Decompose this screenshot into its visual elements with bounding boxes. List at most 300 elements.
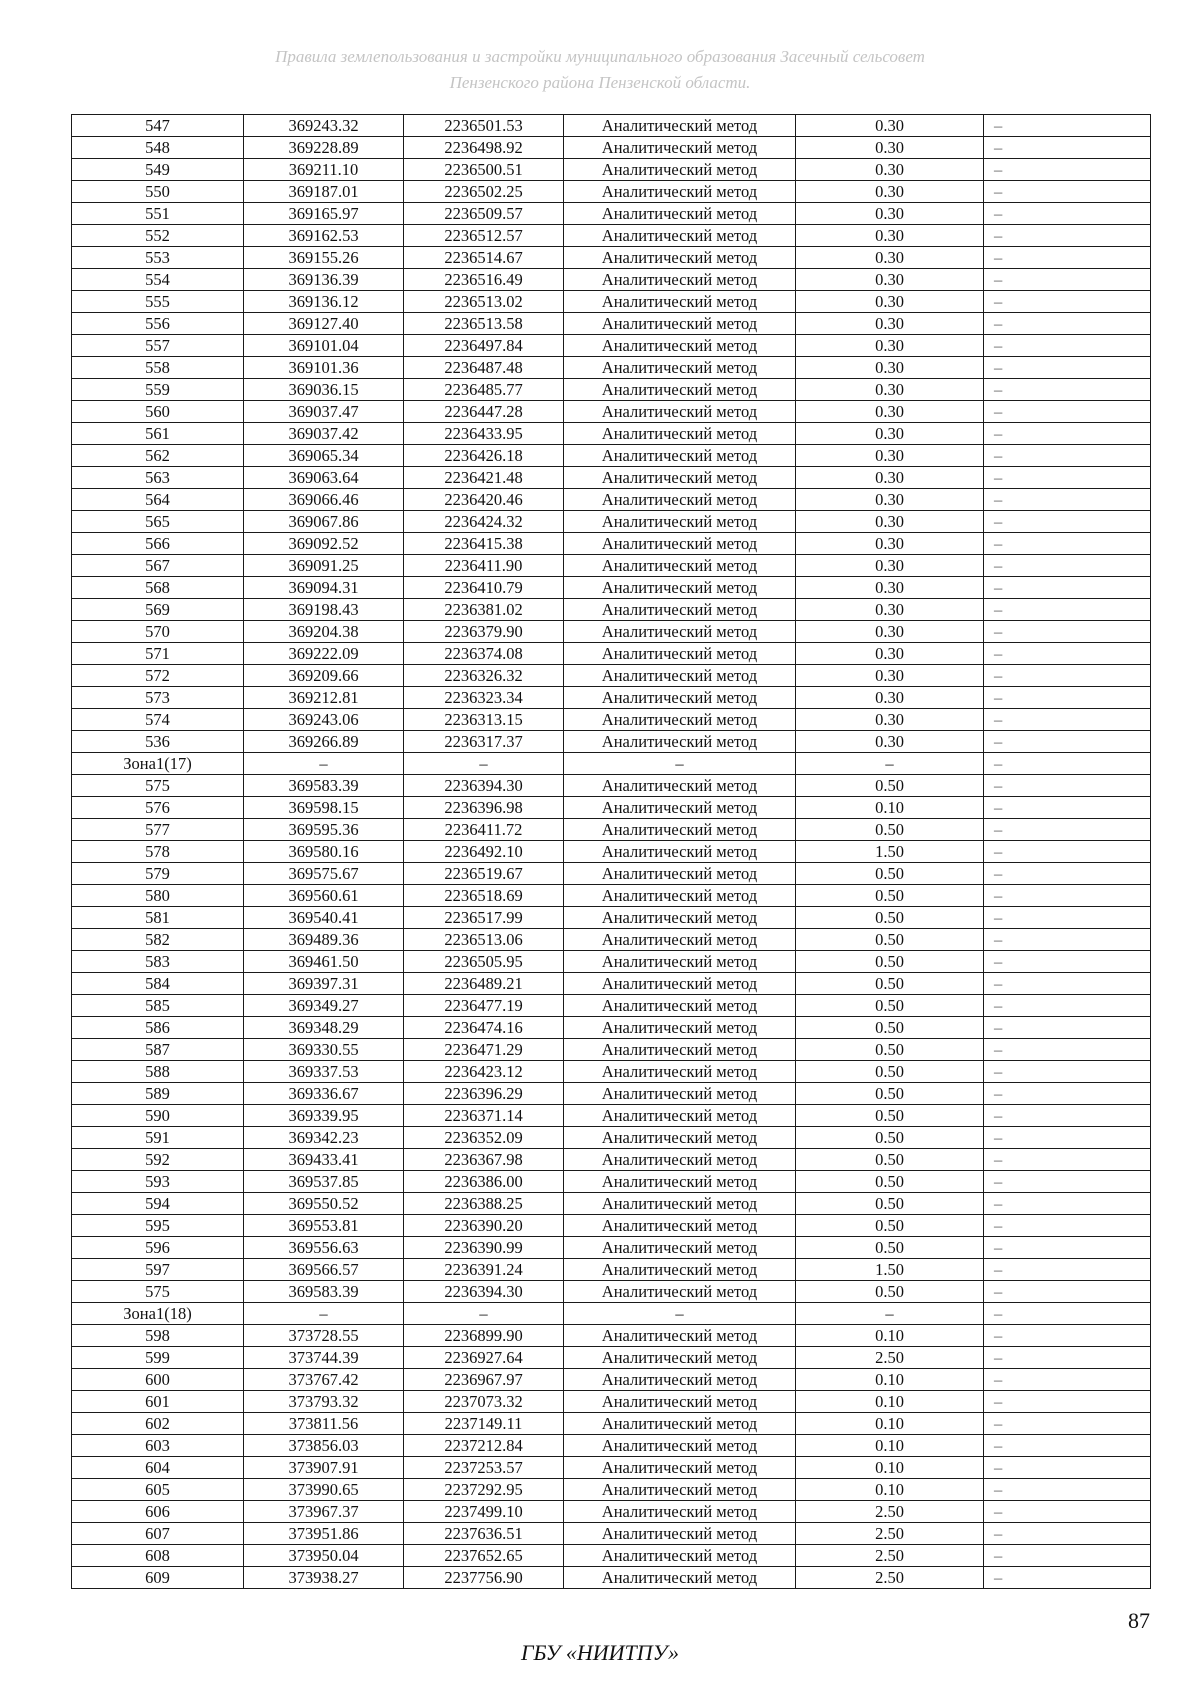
y-coordinate-cell: 2236519.67 [404,863,564,885]
method-cell: Аналитический метод [564,1391,796,1413]
y-coordinate-cell: 2236501.53 [404,115,564,137]
method-cell: Аналитический метод [564,775,796,797]
point-number-cell: 580 [72,885,244,907]
method-cell: Аналитический метод [564,203,796,225]
method-cell: Аналитический метод [564,577,796,599]
y-coordinate-cell: 2236487.48 [404,357,564,379]
table-row [72,1193,1151,1215]
x-coordinate-cell: 373951.86 [244,1523,404,1545]
x-coordinate-cell: 373793.32 [244,1391,404,1413]
method-cell: Аналитический метод [564,1215,796,1237]
x-coordinate-cell: 369127.40 [244,313,404,335]
x-coordinate-cell: 369222.09 [244,643,404,665]
x-coordinate-cell: 373967.37 [244,1501,404,1523]
note-cell: – [984,1567,1151,1589]
table-row [72,555,1151,577]
point-number-cell: 549 [72,159,244,181]
method-cell: Аналитический метод [564,995,796,1017]
accuracy-cell: 0.30 [796,225,984,247]
x-coordinate-cell: 369583.39 [244,1281,404,1303]
y-coordinate-cell: 2236517.99 [404,907,564,929]
note-cell: – [984,1479,1151,1501]
point-number-cell: 548 [72,137,244,159]
note-cell: – [984,1391,1151,1413]
point-number-cell: 578 [72,841,244,863]
point-number-cell: 595 [72,1215,244,1237]
point-number-cell: 608 [72,1545,244,1567]
method-cell: Аналитический метод [564,401,796,423]
x-coordinate-cell: 369553.81 [244,1215,404,1237]
x-coordinate-cell: 369556.63 [244,1237,404,1259]
point-number-cell: 603 [72,1435,244,1457]
note-cell: – [984,1413,1151,1435]
x-coordinate-cell: 369228.89 [244,137,404,159]
method-cell: Аналитический метод [564,1523,796,1545]
table-row [72,1567,1151,1589]
y-coordinate-cell: 2236317.37 [404,731,564,753]
point-number-cell: 584 [72,973,244,995]
table-row [72,423,1151,445]
method-cell: Аналитический метод [564,1413,796,1435]
method-cell: Аналитический метод [564,1149,796,1171]
y-coordinate-cell: 2236386.00 [404,1171,564,1193]
table-row [72,445,1151,467]
table-row [72,643,1151,665]
table-row [72,1413,1151,1435]
x-coordinate-cell: 369595.36 [244,819,404,841]
table-row [72,709,1151,731]
point-number-cell: 604 [72,1457,244,1479]
point-number-cell: 555 [72,291,244,313]
x-coordinate-cell: – [244,1303,404,1325]
table-row [72,1303,1151,1325]
accuracy-cell: 0.50 [796,1281,984,1303]
table-row [72,995,1151,1017]
note-cell: – [984,423,1151,445]
note-cell: – [984,335,1151,357]
table-row [72,1479,1151,1501]
accuracy-cell: 0.30 [796,621,984,643]
table-row [72,775,1151,797]
method-cell: Аналитический метод [564,445,796,467]
table-row [72,1127,1151,1149]
note-cell: – [984,1215,1151,1237]
point-number-cell: 550 [72,181,244,203]
point-number-cell: 588 [72,1061,244,1083]
x-coordinate-cell: 369036.15 [244,379,404,401]
x-coordinate-cell: 369204.38 [244,621,404,643]
y-coordinate-cell: – [404,1303,564,1325]
table-row [72,1281,1151,1303]
point-number-cell: Зона1(17) [72,753,244,775]
point-number-cell: 609 [72,1567,244,1589]
point-number-cell: 602 [72,1413,244,1435]
table-row [72,1347,1151,1369]
y-coordinate-cell: 2236379.90 [404,621,564,643]
accuracy-cell: 0.10 [796,1369,984,1391]
accuracy-cell: 0.10 [796,1413,984,1435]
y-coordinate-cell: 2236381.02 [404,599,564,621]
table-row [72,203,1151,225]
point-number-cell: 605 [72,1479,244,1501]
note-cell: – [984,819,1151,841]
coordinates-table [71,114,1151,1589]
method-cell: Аналитический метод [564,1457,796,1479]
point-number-cell: 557 [72,335,244,357]
method-cell: Аналитический метод [564,1369,796,1391]
table-row [72,1105,1151,1127]
method-cell: Аналитический метод [564,533,796,555]
note-cell: – [984,1501,1151,1523]
method-cell: Аналитический метод [564,1545,796,1567]
table-row [72,1457,1151,1479]
x-coordinate-cell: 373938.27 [244,1567,404,1589]
table-row [72,291,1151,313]
table-row [72,1325,1151,1347]
method-cell: Аналитический метод [564,291,796,313]
accuracy-cell: 0.30 [796,577,984,599]
method-cell: Аналитический метод [564,269,796,291]
y-coordinate-cell: 2237636.51 [404,1523,564,1545]
accuracy-cell: 0.30 [796,445,984,467]
accuracy-cell: 0.30 [796,291,984,313]
x-coordinate-cell: 369348.29 [244,1017,404,1039]
y-coordinate-cell: – [404,753,564,775]
point-number-cell: 573 [72,687,244,709]
method-cell: Аналитический метод [564,489,796,511]
method-cell: Аналитический метод [564,225,796,247]
method-cell: Аналитический метод [564,599,796,621]
accuracy-cell: 0.10 [796,1391,984,1413]
x-coordinate-cell: 369540.41 [244,907,404,929]
page-header [0,44,1200,96]
note-cell: – [984,159,1151,181]
note-cell: – [984,1061,1151,1083]
accuracy-cell: 0.30 [796,137,984,159]
point-number-cell: 559 [72,379,244,401]
accuracy-cell: 0.30 [796,709,984,731]
point-number-cell: 556 [72,313,244,335]
note-cell: – [984,1259,1151,1281]
x-coordinate-cell: 369136.12 [244,291,404,313]
method-cell: Аналитический метод [564,555,796,577]
point-number-cell: 597 [72,1259,244,1281]
method-cell: Аналитический метод [564,1281,796,1303]
method-cell: Аналитический метод [564,973,796,995]
y-coordinate-cell: 2237756.90 [404,1567,564,1589]
table-row [72,137,1151,159]
y-coordinate-cell: 2236513.02 [404,291,564,313]
point-number-cell: 606 [72,1501,244,1523]
table-row [72,1369,1151,1391]
accuracy-cell: 0.50 [796,1171,984,1193]
x-coordinate-cell: 369537.85 [244,1171,404,1193]
y-coordinate-cell: 2236326.32 [404,665,564,687]
note-cell: – [984,1105,1151,1127]
accuracy-cell: 2.50 [796,1501,984,1523]
method-cell: Аналитический метод [564,951,796,973]
x-coordinate-cell: 369065.34 [244,445,404,467]
y-coordinate-cell: 2236502.25 [404,181,564,203]
point-number-cell: 591 [72,1127,244,1149]
note-cell: – [984,401,1151,423]
method-cell: Аналитический метод [564,907,796,929]
page-footer: ГБУ «НИИТПУ» [520,1640,680,1665]
method-cell: Аналитический метод [564,1435,796,1457]
point-number-cell: 598 [72,1325,244,1347]
x-coordinate-cell: 369598.15 [244,797,404,819]
table-row [72,489,1151,511]
accuracy-cell: 0.30 [796,731,984,753]
y-coordinate-cell: 2236492.10 [404,841,564,863]
note-cell: – [984,1303,1151,1325]
method-cell: Аналитический метод [564,137,796,159]
method-cell: Аналитический метод [564,313,796,335]
note-cell: – [984,1457,1151,1479]
table-row [72,1149,1151,1171]
method-cell: Аналитический метод [564,159,796,181]
note-cell: – [984,511,1151,533]
method-cell: Аналитический метод [564,181,796,203]
method-cell: Аналитический метод [564,709,796,731]
accuracy-cell: 0.30 [796,687,984,709]
note-cell: – [984,709,1151,731]
method-cell: Аналитический метод [564,1237,796,1259]
method-cell: Аналитический метод [564,423,796,445]
y-coordinate-cell: 2236514.67 [404,247,564,269]
note-cell: – [984,379,1151,401]
note-cell: – [984,313,1151,335]
x-coordinate-cell: 369339.95 [244,1105,404,1127]
accuracy-cell: 1.50 [796,841,984,863]
y-coordinate-cell: 2236421.48 [404,467,564,489]
x-coordinate-cell: 369063.64 [244,467,404,489]
note-cell: – [984,203,1151,225]
note-cell: – [984,951,1151,973]
x-coordinate-cell: 369342.23 [244,1127,404,1149]
table-row [72,577,1151,599]
accuracy-cell: 0.50 [796,1061,984,1083]
note-cell: – [984,115,1151,137]
accuracy-cell: 0.50 [796,1149,984,1171]
point-number-cell: 582 [72,929,244,951]
note-cell: – [984,929,1151,951]
accuracy-cell: 0.30 [796,489,984,511]
accuracy-cell: 0.30 [796,335,984,357]
x-coordinate-cell: – [244,753,404,775]
table-row [72,181,1151,203]
accuracy-cell: 0.50 [796,1039,984,1061]
x-coordinate-cell: 369212.81 [244,687,404,709]
table-row [72,863,1151,885]
x-coordinate-cell: 369580.16 [244,841,404,863]
method-cell: Аналитический метод [564,115,796,137]
point-number-cell: 564 [72,489,244,511]
method-cell: Аналитический метод [564,841,796,863]
point-number-cell: 576 [72,797,244,819]
accuracy-cell: 0.50 [796,973,984,995]
table-row [72,951,1151,973]
y-coordinate-cell: 2236509.57 [404,203,564,225]
table-row [72,269,1151,291]
accuracy-cell: 0.50 [796,1083,984,1105]
y-coordinate-cell: 2236513.58 [404,313,564,335]
note-cell: – [984,863,1151,885]
method-cell: Аналитический метод [564,1105,796,1127]
table-row [72,1237,1151,1259]
point-number-cell: 575 [72,775,244,797]
method-cell: Аналитический метод [564,1567,796,1589]
note-cell: – [984,445,1151,467]
point-number-cell: 568 [72,577,244,599]
table-row [72,973,1151,995]
point-number-cell: 551 [72,203,244,225]
table-row [72,665,1151,687]
y-coordinate-cell: 2236388.25 [404,1193,564,1215]
table-row [72,401,1151,423]
note-cell: – [984,643,1151,665]
page-number: 87 [1128,1608,1150,1633]
point-number-cell: 563 [72,467,244,489]
point-number-cell: 574 [72,709,244,731]
note-cell: – [984,1545,1151,1567]
accuracy-cell: 0.50 [796,907,984,929]
point-number-cell: 583 [72,951,244,973]
note-cell: – [984,225,1151,247]
method-cell: Аналитический метод [564,687,796,709]
table-row [72,379,1151,401]
accuracy-cell: 0.50 [796,929,984,951]
table-row [72,687,1151,709]
accuracy-cell: – [796,753,984,775]
accuracy-cell: 0.30 [796,467,984,489]
table-row [72,1017,1151,1039]
note-cell: – [984,753,1151,775]
x-coordinate-cell: 369243.06 [244,709,404,731]
accuracy-cell: 0.50 [796,775,984,797]
point-number-cell: 570 [72,621,244,643]
x-coordinate-cell: 369575.67 [244,863,404,885]
table-row [72,841,1151,863]
method-cell: Аналитический метод [564,1193,796,1215]
x-coordinate-cell: 373907.91 [244,1457,404,1479]
y-coordinate-cell: 2236485.77 [404,379,564,401]
x-coordinate-cell: 369165.97 [244,203,404,225]
x-coordinate-cell: 369550.52 [244,1193,404,1215]
accuracy-cell: 0.50 [796,951,984,973]
y-coordinate-cell: 2236411.72 [404,819,564,841]
method-cell: Аналитический метод [564,1083,796,1105]
method-cell: Аналитический метод [564,665,796,687]
method-cell: – [564,1303,796,1325]
y-coordinate-cell: 2236410.79 [404,577,564,599]
y-coordinate-cell: 2236505.95 [404,951,564,973]
x-coordinate-cell: 369037.42 [244,423,404,445]
point-number-cell: 567 [72,555,244,577]
accuracy-cell: 0.50 [796,995,984,1017]
table-row [72,467,1151,489]
method-cell: Аналитический метод [564,621,796,643]
table-row [72,819,1151,841]
point-number-cell: 593 [72,1171,244,1193]
note-cell: – [984,1127,1151,1149]
accuracy-cell: 0.50 [796,1105,984,1127]
y-coordinate-cell: 2236420.46 [404,489,564,511]
method-cell: Аналитический метод [564,335,796,357]
accuracy-cell: 0.30 [796,181,984,203]
point-number-cell: 596 [72,1237,244,1259]
table-row [72,1215,1151,1237]
y-coordinate-cell: 2236967.97 [404,1369,564,1391]
method-cell: Аналитический метод [564,247,796,269]
y-coordinate-cell: 2236390.99 [404,1237,564,1259]
accuracy-cell: 0.30 [796,203,984,225]
x-coordinate-cell: 369091.25 [244,555,404,577]
table-row [72,115,1151,137]
note-cell: – [984,841,1151,863]
table-row [72,1523,1151,1545]
method-cell: Аналитический метод [564,643,796,665]
point-number-cell: 565 [72,511,244,533]
x-coordinate-cell: 369094.31 [244,577,404,599]
y-coordinate-cell: 2236411.90 [404,555,564,577]
note-cell: – [984,247,1151,269]
method-cell: Аналитический метод [564,1501,796,1523]
point-number-cell: 585 [72,995,244,1017]
accuracy-cell: 0.30 [796,555,984,577]
accuracy-cell: 0.30 [796,115,984,137]
table-row [72,247,1151,269]
table-row [72,1545,1151,1567]
method-cell: Аналитический метод [564,731,796,753]
point-number-cell: 600 [72,1369,244,1391]
y-coordinate-cell: 2236423.12 [404,1061,564,1083]
point-number-cell: 599 [72,1347,244,1369]
x-coordinate-cell: 373744.39 [244,1347,404,1369]
note-cell: – [984,489,1151,511]
y-coordinate-cell: 2236323.34 [404,687,564,709]
table-row [72,1435,1151,1457]
note-cell: – [984,291,1151,313]
y-coordinate-cell: 2237212.84 [404,1435,564,1457]
y-coordinate-cell: 2237149.11 [404,1413,564,1435]
point-number-cell: 592 [72,1149,244,1171]
y-coordinate-cell: 2237499.10 [404,1501,564,1523]
point-number-cell: 562 [72,445,244,467]
note-cell: – [984,577,1151,599]
point-number-cell: 569 [72,599,244,621]
x-coordinate-cell: 369330.55 [244,1039,404,1061]
x-coordinate-cell: 373856.03 [244,1435,404,1457]
y-coordinate-cell: 2236424.32 [404,511,564,533]
y-coordinate-cell: 2236513.06 [404,929,564,951]
note-cell: – [984,137,1151,159]
point-number-cell: 553 [72,247,244,269]
note-cell: – [984,181,1151,203]
table-row [72,885,1151,907]
y-coordinate-cell: 2237073.32 [404,1391,564,1413]
x-coordinate-cell: 369560.61 [244,885,404,907]
table-row [72,313,1151,335]
point-number-cell: 590 [72,1105,244,1127]
point-number-cell: 536 [72,731,244,753]
x-coordinate-cell: 369037.47 [244,401,404,423]
y-coordinate-cell: 2236374.08 [404,643,564,665]
y-coordinate-cell: 2236367.98 [404,1149,564,1171]
y-coordinate-cell: 2236489.21 [404,973,564,995]
note-cell: – [984,1017,1151,1039]
table-row [72,621,1151,643]
